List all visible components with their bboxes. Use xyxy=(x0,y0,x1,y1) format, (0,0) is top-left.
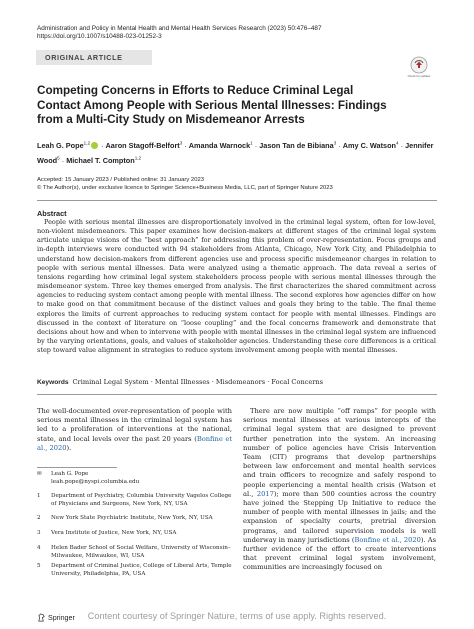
author-name[interactable]: Jennifer Wood xyxy=(37,141,434,166)
author-affiliation-marker: 1,2 xyxy=(134,155,142,161)
courtesy-footer: Content courtesy of Springer Nature, terms of use apply. Rights reserved. xyxy=(87,611,387,621)
author-separator: · xyxy=(59,156,67,166)
intro-text: The well-documented over-representation of people with serious mental illnesses in the criminal legal system has led to a proliferation of interventions at the national, state, and local levels over the past 20 years ( xyxy=(37,407,232,443)
author[interactable] xyxy=(343,141,399,150)
author-name[interactable]: Michael T. Compton xyxy=(66,156,135,166)
keywords xyxy=(37,378,437,386)
envelope-icon: ✉ xyxy=(37,471,42,477)
intro-text-end: ). xyxy=(66,443,72,452)
keywords-list: Criminal Legal System · Mental Illnesses · Misdemeanors · Focal Concerns xyxy=(72,378,324,386)
affiliation-2: 2 New York State Psychiatric Institute, New York, NY, USA xyxy=(37,515,213,521)
author-name[interactable]: Jason Tan de Bibiana xyxy=(259,141,334,151)
author[interactable] xyxy=(189,141,253,150)
author-separator: · xyxy=(398,141,406,151)
header-divider xyxy=(37,200,437,201)
affiliation-3: 3 Vera Institute of Justice, New York, NY, USA xyxy=(37,530,177,536)
check-for-updates-icon xyxy=(409,56,429,81)
journal-header xyxy=(37,25,437,42)
publication-dates xyxy=(37,176,437,192)
check-badge-text: Check for updates xyxy=(407,74,431,78)
article-type-badge: ORIGINAL ARTICLE xyxy=(36,50,152,65)
author-affiliation-marker: 3 xyxy=(333,141,337,146)
author-list xyxy=(37,138,437,168)
corresponding-email[interactable]: leah.pope@nyspi.columbia.edu xyxy=(51,478,140,485)
copyright-notice: © The Author(s), under exclusive licence to Springer Science+Business Media, LLC, part of Springer Nature 2023 xyxy=(37,185,333,192)
author-affiliation-marker: 1 xyxy=(250,141,253,146)
intro-paragraph-right xyxy=(243,407,436,573)
keywords-label: Keywords xyxy=(37,379,69,386)
intro-paragraph-left xyxy=(37,407,232,453)
author[interactable] xyxy=(66,156,141,165)
author-separator: · xyxy=(99,141,106,151)
author-affiliation-marker: 1,2 xyxy=(83,141,91,146)
check-for-updates-badge[interactable] xyxy=(409,56,429,81)
author[interactable] xyxy=(259,141,336,150)
author-name[interactable]: Aaron Stagoff-Belfort xyxy=(105,141,180,151)
right-text-2: ); more than 500 counties across the country have joined the Stepping Up Initiative to reduce the number of people with mental illnesses in jails; and the expansion of specialty courts, pretrial diversion programs, and tailored supervision models is well underway in many jurisdictions ( xyxy=(243,489,436,544)
author-separator: · xyxy=(182,141,189,151)
author-separator: · xyxy=(336,141,343,151)
doi-link[interactable]: https://doi.org/10.1007/s10488-023-01252-3 xyxy=(37,33,162,41)
abstract-divider xyxy=(37,394,437,395)
author-separator: · xyxy=(252,141,260,151)
right-text-1: There are now multiple “off ramps” for people with serious mental illnesses at various intercepts of the criminal legal system that are designed to prevent further penetration into the system. An increasing number of police agencies have Crisis Intervention Team (CIT) programs that develop partnerships between law enforcement and mental health services and train officers to recognize and safely respond to people experiencing a mental health crisis (Watson et al., xyxy=(243,407,436,498)
publisher-name: Springer xyxy=(48,613,75,622)
journal-citation: Administration and Policy in Mental Health and Mental Health Services Research (2023) 50:476–487 xyxy=(37,25,322,32)
author-affiliation-marker: 4 xyxy=(396,141,399,146)
author[interactable] xyxy=(37,141,99,150)
abstract-body xyxy=(37,218,436,355)
right-text-3: ). As further evidence of the effort to create interventions that prevent criminal legal system involvement, communities are increasingly focused on xyxy=(243,535,437,572)
author-name[interactable]: Amanda Warnock xyxy=(188,141,251,151)
abstract-heading: Abstract xyxy=(37,209,67,218)
corresponding-author xyxy=(37,471,232,486)
author-name[interactable]: Amy C. Watson xyxy=(342,141,397,151)
affiliation-5: 5 Department of Criminal Justice, College of Liberal Arts, Temple University, Philadelphia, PA, USA xyxy=(37,563,232,577)
author[interactable] xyxy=(106,141,183,150)
article-title: Competing Concerns in Efforts to Reduce Criminal Legal Contact Among People with Serious Mental Illnesses: Findings from a Multi-City Study on Misdemeanor Arrests xyxy=(37,84,387,127)
corresponding-name: Leah G. Pope xyxy=(51,471,89,477)
orcid-icon[interactable] xyxy=(91,142,98,149)
accepted-date: Accepted: 15 January 2023 / Published online: 31 January 2023 xyxy=(37,177,205,183)
footnote-divider xyxy=(37,467,117,468)
citation-link[interactable]: Bonfine et al., 2020 xyxy=(354,535,421,544)
affiliation-4: 4 Helen Bader School of Social Welfare, University of Wisconsin–Milwaukee, Milwaukee, WI, USA xyxy=(37,545,231,559)
affiliation-1: 1 Department of Psychiatry, Columbia University Vagelos College of Physicians and Surgeons, New York, NY, USA xyxy=(37,493,232,507)
author-name[interactable]: Leah G. Pope xyxy=(37,141,84,151)
author-affiliation-marker: 3 xyxy=(179,141,183,146)
abstract-text: People with serious mental illnesses are disproportionately involved in the criminal legal system, often for low-level, non-violent misdemeanors. This paper examines how decision-makers at different stages of the criminal legal system articulate unique visions of the “best approach” for addressing this problem of over-representation. Focus groups and in-depth interviews were conducted with 94 stakeholders from Atlanta, Chicago, New York City, and Philadelphia to understand how decision-makers from different agencies use and process specific misdemeanor charges in relation to people with serious mental illnesses. Data were analyzed using a thematic approach. The data reveal a series of tensions regarding how criminal legal system stakeholders process people with serious mental illnesses through the misdemeanor system. Three key themes emerged from analysis. The first characterizes the shared commitment across agencies to reducing system contact among people with mental illness. The second explores how agencies differ on how to make good on that commitment because of the distinct values and goals they bring to the table. The final theme explores the limits of current approaches to reducing system contact for people with mental illnesses. Findings are discussed in the context of literature on “loose coupling” and the focal concerns framework and demonstrate that decisions about how and when to intervene with people with mental illnesses in the criminal legal system are influenced by the varying orientations, goals, and values of stakeholder agencies. Understanding these core differences is a critical step toward value alignment in strategies to reduce system involvement among people with mental illnesses. xyxy=(37,218,436,355)
citation-link[interactable]: Bonfine et al., 2020 xyxy=(37,434,233,452)
author-affiliation-marker: 5 xyxy=(57,155,60,161)
citation-link[interactable]: 2017 xyxy=(256,489,274,498)
